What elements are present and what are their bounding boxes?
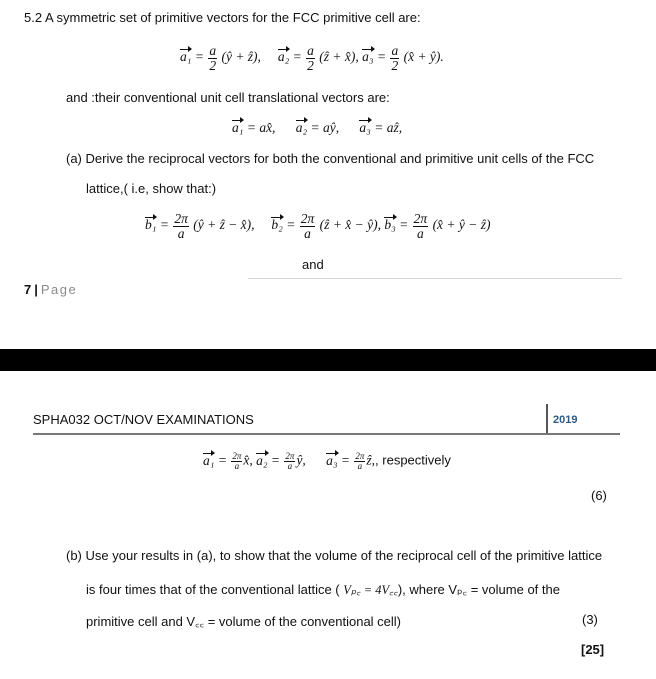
conventional-reciprocal-equation: a₁ = $\frac{2\pi}{a}$ x̂, a₂ = $\frac{2\pi}{a}$ ŷ, a₃ = $\frac{2\pi}{a}$ ẑ,, respectively — [203, 451, 451, 471]
exam-header-year: 2019 — [553, 414, 578, 426]
and-text: and — [302, 257, 324, 272]
question-heading: 5.2 A symmetric set of primitive vectors for the FCC primitive cell are: — [24, 10, 421, 25]
marks-part-a: (6) — [591, 488, 607, 503]
exam-header-title: SPHA032 OCT/NOV EXAMINATIONS — [33, 412, 254, 427]
part-b-line3: primitive cell and V꜀꜀ = volume of the conventional cell) — [86, 614, 402, 629]
header-rule — [33, 433, 620, 435]
a1-vector: a₁ — [180, 49, 192, 65]
primitive-vectors-equation: a₁ = $\frac{a}{2}$ (ŷ + ẑ), a₂ = $\frac{a}{2}$ (ẑ + x̂), a₃ = $\frac{a}{2}$ (x̂ + ŷ). — [180, 43, 444, 73]
footer-rule — [248, 278, 622, 279]
part-a-line1: (a) Derive the reciprocal vectors for both the conventional and primitive unit cells of the FCC — [66, 151, 595, 166]
part-b-line2: is four times that of the conventional lattice ( Vₚ꜀ = 4V꜀꜀), where Vₚ꜀ = volume of the — [86, 582, 560, 597]
conventional-vectors-equation: a₁ = ax̂, a₂ = aŷ, a₃ = aẑ, — [232, 120, 403, 135]
a2-vector: a₂ — [277, 49, 290, 65]
marks-part-b: (3) — [582, 612, 598, 627]
page-footer: 7 | Page — [24, 282, 78, 297]
header-divider — [546, 404, 548, 434]
part-b-line1: (b) Use your results in (a), to show that the volume of the reciprocal cell of the primitive lattice — [66, 548, 603, 563]
total-marks: [25] — [581, 642, 605, 657]
page-separator-band — [0, 349, 656, 371]
a3-vector: a₃ — [362, 49, 374, 65]
conventional-intro: and :their conventional unit cell translational vectors are: — [66, 90, 390, 105]
part-a-line2: lattice,( i.e, show that:) — [86, 181, 217, 196]
reciprocal-vectors-equation: b₁ = $\frac{2\pi}{a}$ (ŷ + ẑ − x̂), b₂ = $\frac{2\pi}{a}$ (ẑ + x̂ − ŷ), b₃ = $\frac{2\pi}{a}$ (x̂ + ŷ − ẑ) — [145, 211, 491, 241]
